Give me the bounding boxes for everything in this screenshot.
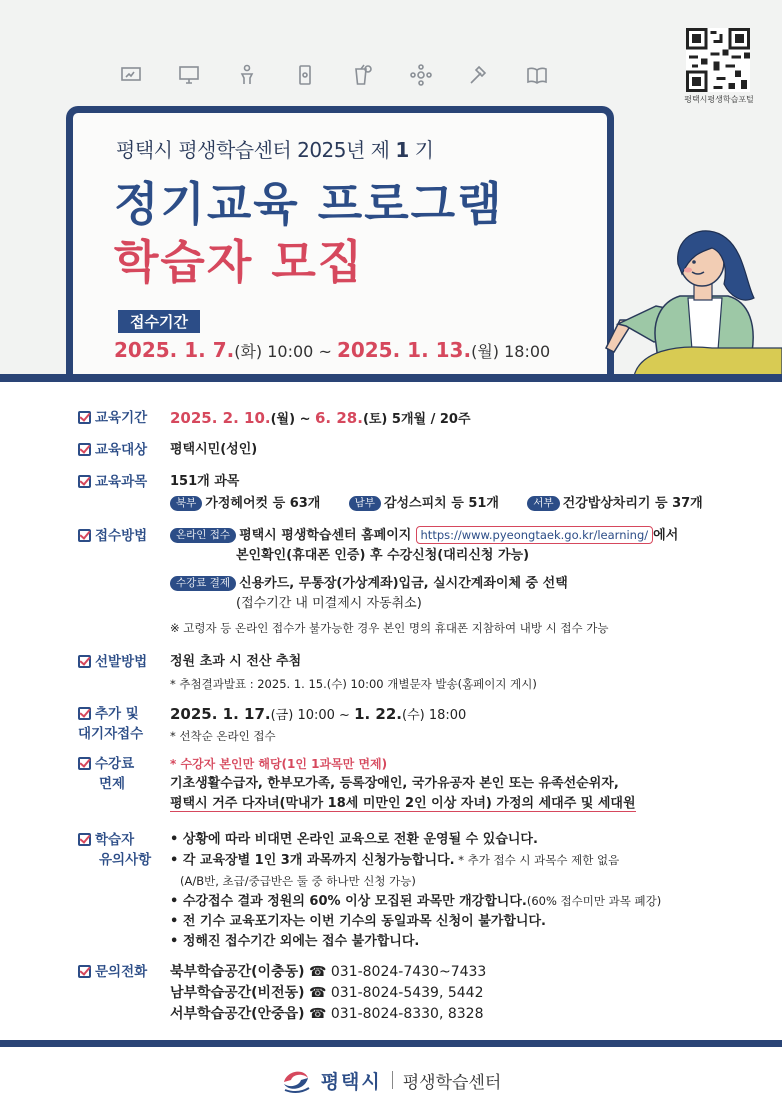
south-courses: 감성스피치 등 51개 <box>383 496 499 511</box>
phone-icon: ☎ <box>308 1006 327 1022</box>
checkbox-icon <box>78 965 91 978</box>
notice-bullet-2-note: * 추가 접수 시 과목수 제한 없음 <box>454 853 620 867</box>
hammer-icon <box>466 62 492 88</box>
label-text-2: 면제 <box>99 776 126 792</box>
hero-title-line1: 정기교육 프로그램 <box>114 177 504 231</box>
notice-bullet-5: • 정해진 접수기간 외에는 접수 불가합니다. <box>170 934 420 949</box>
checkbox-icon <box>78 443 91 456</box>
contact-value <box>170 962 740 1025</box>
footer-city: 평택시 <box>320 1070 382 1093</box>
footer-separator <box>392 1071 393 1089</box>
header-divider <box>0 374 782 382</box>
notice-bullet-4: • 전 기수 교육포기자는 이번 기수의 동일과목 신청이 불가합니다. <box>170 914 546 929</box>
north-tag: 북부 <box>170 496 202 511</box>
west-courses: 건강밥상차리기 등 37개 <box>562 496 703 511</box>
qr-code-icon[interactable] <box>686 28 750 92</box>
label-extra <box>78 704 170 744</box>
city-logo-icon <box>281 1066 311 1094</box>
monitor-icon <box>176 62 202 88</box>
footer-divider <box>0 1040 782 1047</box>
label-text: 교육대상 <box>95 442 148 458</box>
hero-subtitle <box>116 134 433 163</box>
exemption-value <box>170 754 740 814</box>
extra-end-day: (수) 18:00 <box>402 708 467 723</box>
label-text: 교육과목 <box>95 474 148 490</box>
extra-note: * 선착순 온라인 접수 <box>170 729 276 743</box>
label-courses <box>78 472 170 492</box>
notice-bullet-1: • 상황에 따라 비대면 온라인 교육으로 전환 운영될 수 있습니다. <box>170 832 538 847</box>
phone-icon <box>292 62 318 88</box>
exemption-line1: 기초생활수급자, 한부모가족, 등록장애인, 국가유공자 본인 또는 유족선순위자, <box>170 776 619 791</box>
checkbox-icon <box>78 757 91 770</box>
contact-1-name: 북부학습공간(이충동) <box>170 964 305 980</box>
apply-line2: 본인확인(휴대폰 인증) 후 수강신청(대리신청 가능) <box>236 548 530 563</box>
label-text-2: 유의사항 <box>99 852 152 868</box>
label-edu-period <box>78 408 170 428</box>
period-end: 2025. 1. 13. <box>336 338 472 362</box>
elderly-note: ※ 고령자 등 온라인 접수가 불가능한 경우 본인 명의 휴대폰 지참하여 내방 시 접수 가능 <box>170 621 609 635</box>
period-start: 2025. 1. 7. <box>114 338 235 362</box>
target-value: 평택시민(성인) <box>170 442 258 457</box>
contact-2-name: 남부학습공간(비전동) <box>170 985 305 1001</box>
exemption-line2: 평택시 거주 다자녀(막내가 18세 미만인 2인 이상 자녀) 가정의 세대주 및 세대원 <box>170 796 636 811</box>
homepage-link[interactable]: https://www.pyeongtaek.go.kr/learning/ <box>416 526 654 544</box>
subtitle-text: 평택시 평생학습센터 2025년 제 <box>116 138 396 162</box>
checkbox-icon <box>78 529 91 542</box>
label-notice <box>78 830 170 870</box>
book-icon <box>524 62 550 88</box>
person-icon <box>234 62 260 88</box>
period-start-day: (화) 10:00 ~ <box>234 342 337 361</box>
notice-bullet-2: • 각 교육장별 1인 3개 과목까지 신청가능합니다. <box>170 853 455 868</box>
online-tag: 온라인 접수 <box>170 528 236 543</box>
payment-tag: 수강료 결제 <box>170 576 236 591</box>
period-badge: 접수기간 <box>118 310 200 333</box>
contact-3-name: 서부학습공간(안중읍) <box>170 1006 305 1022</box>
extra-end: 1. 22. <box>354 705 403 723</box>
edu-period-value <box>170 408 740 430</box>
checkbox-icon <box>78 411 91 424</box>
online-text: 평택시 평생학습센터 홈페이지 <box>239 528 412 543</box>
extra-start: 2025. 1. 17. <box>170 705 271 723</box>
label-contact <box>78 962 170 982</box>
south-tag: 남부 <box>349 496 381 511</box>
notice-bullet-3: • 수강접수 결과 정원의 60% 이상 모집된 과목만 개강합니다. <box>170 894 527 909</box>
checkbox-icon <box>78 475 91 488</box>
extra-value <box>170 704 740 746</box>
contact-2-phone[interactable]: 031-8024-5439, 5442 <box>330 985 484 1001</box>
apply-value <box>170 526 740 638</box>
label-selection <box>78 652 170 672</box>
online-tail: 에서 <box>653 528 679 543</box>
header-icons <box>118 62 550 88</box>
edu-start: 2025. 2. 10. <box>170 409 271 427</box>
notice-bullet-2-sub: (A/B반, 초급/중급반은 둘 중 하나만 신청 가능) <box>180 874 416 888</box>
period-end-day: (월) 18:00 <box>471 342 551 361</box>
exemption-note: * 수강자 본인만 해당(1인 1과목만 면제) <box>170 757 388 771</box>
label-exemption <box>78 754 170 794</box>
hero-title-line2: 학습자 모집 <box>114 235 365 289</box>
notice-value <box>170 830 740 952</box>
label-text: 문의전화 <box>95 964 148 980</box>
label-target <box>78 440 170 460</box>
woman-illustration <box>604 226 782 376</box>
subtitle-suffix: 기 <box>408 138 434 162</box>
selection-note: * 추첨결과발표 : 2025. 1. 15.(수) 10:00 개별문자 발송(홈페이지 게시) <box>170 677 537 691</box>
footer-center: 평생학습센터 <box>402 1072 502 1093</box>
subtitle-number: 1 <box>395 138 409 162</box>
application-period <box>114 338 550 362</box>
edu-end: 6. 28. <box>315 409 363 427</box>
label-text: 접수방법 <box>95 528 148 544</box>
courses-count: 151개 과목 <box>170 474 240 489</box>
checkbox-icon <box>78 655 91 668</box>
phone-icon: ☎ <box>308 964 327 980</box>
courses-value <box>170 472 740 514</box>
label-text: 선발방법 <box>95 654 148 670</box>
edu-end-day: (토) 5개월 / 20주 <box>362 412 471 427</box>
chalkboard-icon <box>118 62 144 88</box>
checkbox-icon <box>78 833 91 846</box>
notice-bullet-3-note: (60% 접수미만 과목 폐강) <box>526 894 662 908</box>
contact-3-phone[interactable]: 031-8024-8330, 8328 <box>330 1006 484 1022</box>
west-tag: 서부 <box>527 496 559 511</box>
label-text-2: 대기자접수 <box>78 726 144 742</box>
label-text: 교육기간 <box>95 410 148 426</box>
selection-value <box>170 652 740 694</box>
label-apply <box>78 526 170 546</box>
footer <box>0 1066 782 1094</box>
north-courses: 가정헤어컷 등 63개 <box>205 496 321 511</box>
contact-1-phone[interactable]: 031-8024-7430~7433 <box>330 964 487 980</box>
selection-method: 정원 초과 시 전산 추첨 <box>170 654 302 669</box>
label-text: 수강료 <box>95 756 135 772</box>
network-icon <box>408 62 434 88</box>
payment-note: (접수기간 내 미결제시 자동취소) <box>236 596 422 611</box>
edu-start-day: (월) ~ <box>270 412 315 427</box>
label-text: 추가 및 <box>95 706 139 722</box>
checkbox-icon <box>78 707 91 720</box>
drink-icon <box>350 62 376 88</box>
payment-text: 신용카드, 무통장(가상계좌)입금, 실시간계좌이체 중 선택 <box>239 576 568 591</box>
phone-icon: ☎ <box>308 985 327 1001</box>
qr-caption: 평택시평생학습포털 <box>684 95 754 104</box>
extra-start-day: (금) 10:00 ~ <box>270 708 355 723</box>
label-text: 학습자 <box>95 832 135 848</box>
